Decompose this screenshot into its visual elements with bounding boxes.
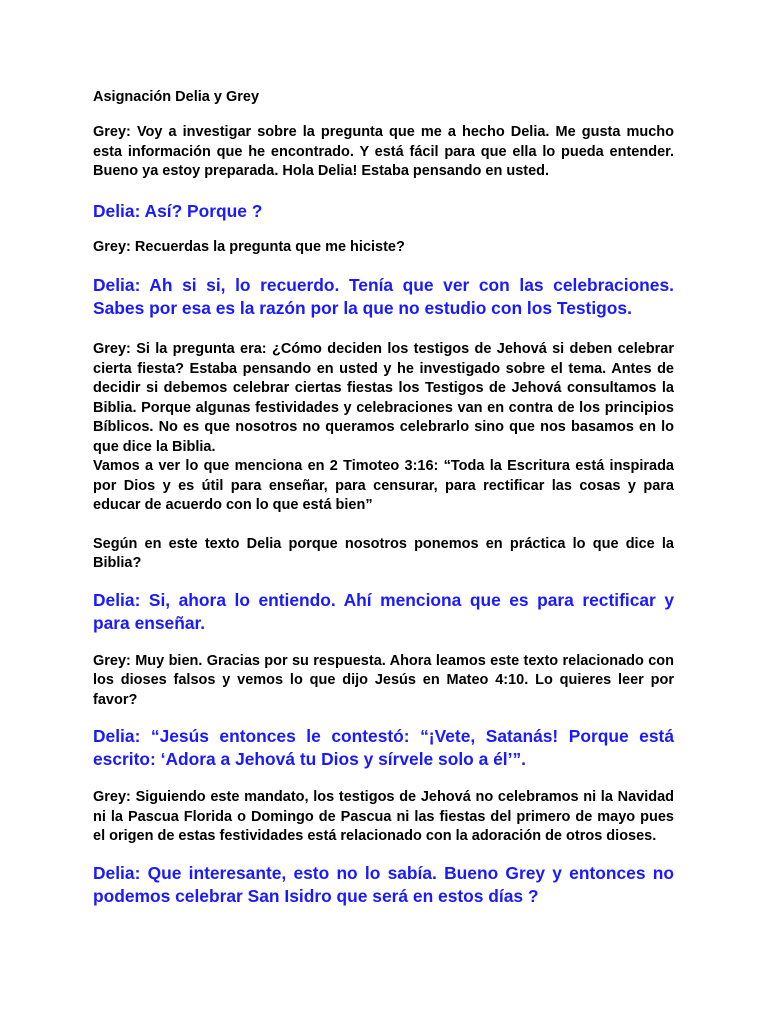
grey-line-6: Grey: Muy bien. Gracias por su respuesta. Ahora leamos este texto relacionado con los dioses falsos y vemos lo que dijo Jesús en Mateo 4:10. Lo quieres leer por favor?: [93, 652, 674, 708]
delia-line-2: Delia: Ah si si, lo recuerdo. Tenía que ver con las celebraciones. Sabes por esa es la razón por la que no estudio con los Testigos.: [93, 275, 674, 318]
grey-line-3: Grey: Si la pregunta era: ¿Cómo deciden los testigos de Jehová si deben celebrar cierta fiesta? Estaba pensando en usted y he investigado sobre el tema. Antes de decidir si debemos celebrar ciertas fiestas los Testigos de Jehová consultamos la Biblia. Porque algunas festividades y celebraciones van en contra de los principios Bíblicos. No es que nosotros no queramos celebrarlo sino que nos basamos en lo que dice la Biblia.: [93, 341, 674, 455]
delia-line-4: Delia: “Jesús entonces le contestó: “¡Vete, Satanás! Porque está escrito: ‘Adora a Jehová tu Dios y sírvele solo a él’”.: [93, 726, 674, 769]
delia-line-1: Delia: Así? Porque ?: [93, 200, 263, 221]
delia-line-5: Delia: Que interesante, esto no lo sabía. Bueno Grey y entonces no podemos celebrar San Isidro que será en estos días ?: [93, 862, 674, 906]
document-title: Asignación Delia y Grey: [93, 89, 260, 105]
grey-line-2: Grey: Recuerdas la pregunta que me hiciste?: [93, 238, 405, 255]
grey-line-5: Según en este texto Delia porque nosotros ponemos en práctica lo que dice la Biblia?: [93, 535, 674, 571]
grey-line-7: Grey: Siguiendo este mandato, los testigos de Jehová no celebramos ni la Navidad ni la Pascua Florida o Domingo de Pascua ni las fiestas del primero de mayo pues el origen de estas festividades está relacionado con la adoración de otros dioses.: [93, 789, 674, 844]
grey-line-4: Vamos a ver lo que menciona en 2 Timoteo 3:16: “Toda la Escritura está inspirada por Dios y es útil para enseñar, para censurar, para rectificar las cosas y para educar de acuerdo con lo que está bien”: [93, 458, 674, 513]
delia-line-3: Delia: Si, ahora lo entiendo. Ahí menciona que es para rectificar y para enseñar.: [93, 589, 674, 633]
grey-line-1: Grey: Voy a investigar sobre la pregunta que me a hecho Delia. Me gusta mucho esta información que he encontrado. Y está fácil para que ella lo pueda entender. Bueno ya estoy preparada. Hola Delia! Estaba pensando en usted.: [93, 124, 674, 179]
